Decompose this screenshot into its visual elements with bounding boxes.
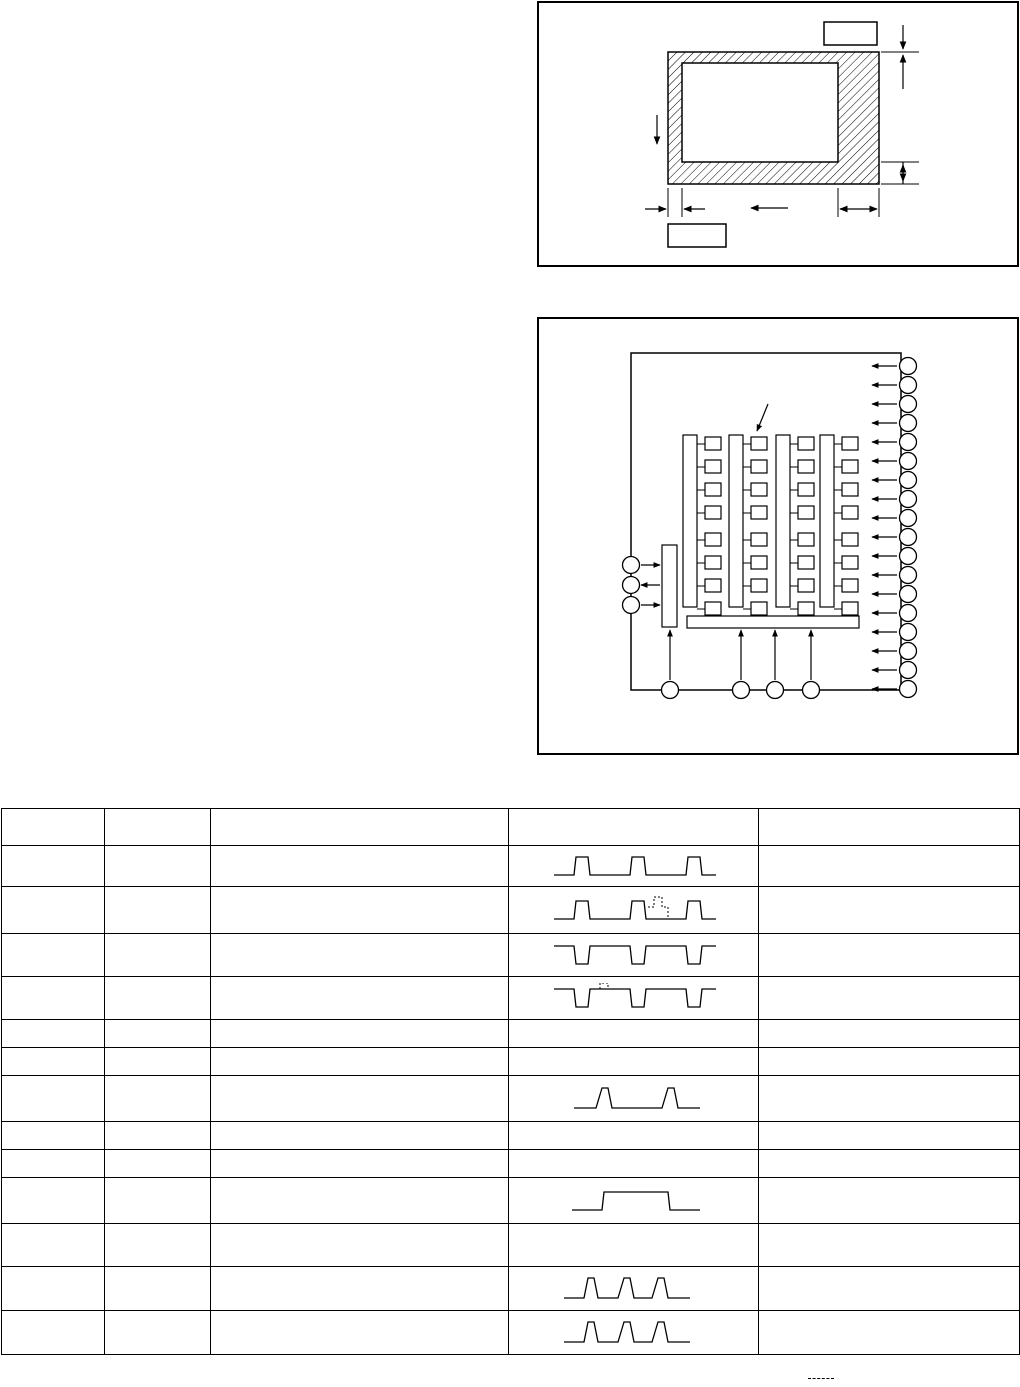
waveform-line [564,1278,690,1298]
waveform-line [564,1322,690,1342]
waveform-cell [509,887,759,934]
table-row [2,1020,1020,1048]
table-row [2,1048,1020,1076]
photodiode-cell [705,483,721,496]
table-cell [759,977,1020,1020]
right-pin [900,643,917,660]
right-pin [900,510,917,527]
table-cell [759,846,1020,887]
right-pin [900,491,917,508]
right-pin [900,567,917,584]
table-cell [2,1122,105,1150]
photodiode-cell [751,483,767,496]
table-cell [105,977,211,1020]
waveform-icon [544,983,724,1013]
waveform-icon [544,851,724,881]
right-pin [900,434,917,451]
table-cell [105,846,211,887]
photodiode-cell [751,556,767,569]
waveform-cell [509,977,759,1020]
output-block [662,545,677,627]
table-cell [105,934,211,977]
right-pin [900,605,917,622]
photodiode-cell [842,483,858,496]
waveform-cell [509,1150,759,1178]
table-cell [2,1311,105,1355]
table-row [2,846,1020,887]
table-row [2,1224,1020,1267]
waveform-cell [509,1122,759,1150]
table-cell [211,1150,509,1178]
left-pin [623,597,640,614]
right-pin [900,624,917,641]
photodiode-cell [705,602,721,615]
photodiode-cell [751,437,767,450]
table-cell [759,1150,1020,1178]
table-cell [105,1267,211,1311]
pointer-arrow [757,404,768,431]
table-cell [211,977,509,1020]
waveform-cell [509,1076,759,1122]
table-cell [759,1048,1020,1076]
photodiode-cell [705,460,721,473]
table-cell [105,1150,211,1178]
waveform-icon [544,1084,724,1114]
table-cell [2,1178,105,1224]
waveform-cell [509,1048,759,1076]
table-cell [105,1076,211,1122]
table-cell [211,1122,509,1150]
waveform-cell [509,1178,759,1224]
table-row [2,1311,1020,1355]
photodiode-cell [751,506,767,519]
photodiode-cell [842,533,858,546]
table-cell [211,1020,509,1048]
waveform-line [572,1192,700,1210]
header-cell [759,809,1020,846]
right-pin [900,548,917,565]
photodiode-cell [705,556,721,569]
right-pin [900,472,917,489]
waveform-cell [509,1267,759,1311]
vertical-register [729,435,743,607]
table-cell [105,1048,211,1076]
photodiode-cell [798,579,814,592]
table-cell [2,1020,105,1048]
waveform-dashed [648,897,668,919]
table-cell [759,1311,1020,1355]
label-box-top [824,22,877,45]
waveform-line [554,901,716,919]
left-pin [623,557,640,574]
table-cell [2,977,105,1020]
table-cell [211,1267,509,1311]
photodiode-cell [751,460,767,473]
left-pin [623,577,640,594]
photodiode-cell [705,579,721,592]
header-cell [2,809,105,846]
table-cell [211,1311,509,1355]
table-cell [211,1178,509,1224]
page-mark [808,1378,834,1379]
waveform-line [554,857,716,875]
right-pin [900,529,917,546]
right-pin [900,453,917,470]
table-cell [211,1224,509,1267]
table-row [2,977,1020,1020]
waveform-line [574,1088,700,1108]
table-cell [759,934,1020,977]
horizontal-register [687,616,859,628]
waveform-cell [509,934,759,977]
waveform-icon [544,1274,724,1304]
bottom-pin [733,682,750,699]
table-cell [105,1178,211,1224]
table-cell [759,1224,1020,1267]
bottom-pin [662,682,679,699]
waveform-line [554,989,716,1007]
photodiode-cell [798,602,814,615]
photodiode-cell [798,533,814,546]
waveform-line [554,946,716,964]
waveform-cell [509,1311,759,1355]
table-cell [211,934,509,977]
frame-diagram [539,3,1017,265]
right-pin [900,358,917,375]
right-pin [900,377,917,394]
photodiode-cell [842,602,858,615]
right-pin [900,662,917,679]
pin-diagram-panel [537,317,1019,755]
table-cell [759,1076,1020,1122]
vertical-register [820,435,834,607]
table-cell [2,1267,105,1311]
table-row [2,1178,1020,1224]
right-pin [900,681,917,698]
photodiode-cell [842,579,858,592]
table-cell [2,1224,105,1267]
table-row [2,887,1020,934]
table-cell [2,1048,105,1076]
table-cell [2,1076,105,1122]
table-row [2,1122,1020,1150]
table-cell [2,934,105,977]
photodiode-cell [842,460,858,473]
table-cell [105,1311,211,1355]
bottom-pin [803,682,820,699]
photodiode-cell [842,506,858,519]
table-cell [759,1267,1020,1311]
waveform-icon [544,1318,724,1348]
photodiode-cell [751,533,767,546]
label-box-bottom [668,224,726,247]
waveform-icon [544,895,724,925]
waveform-cell [509,846,759,887]
table-row [2,1076,1020,1122]
photodiode-cell [798,483,814,496]
table-header-row [2,809,1020,846]
photodiode-cell [798,506,814,519]
signal-table [1,808,1020,1355]
photodiode-cell [842,556,858,569]
photodiode-cell [705,506,721,519]
photodiode-cell [751,602,767,615]
table-cell [759,1178,1020,1224]
table-cell [211,1076,509,1122]
table-cell [105,1020,211,1048]
table-cell [105,887,211,934]
chip-outline [631,353,901,690]
pin-diagram [539,319,1017,753]
table-cell [2,1150,105,1178]
table-row [2,934,1020,977]
right-pin [900,415,917,432]
table-cell [759,1122,1020,1150]
waveform-dashed [596,983,608,989]
table-cell [759,887,1020,934]
right-pin [900,396,917,413]
table-cell [211,846,509,887]
header-cell [105,809,211,846]
photodiode-cell [798,556,814,569]
right-pin [900,586,917,603]
table-row [2,1267,1020,1311]
inner-area [682,63,838,162]
waveform-icon [544,940,724,970]
waveform-cell [509,1224,759,1267]
photodiode-cell [798,460,814,473]
waveform-cell [509,1020,759,1048]
table-cell [105,1224,211,1267]
vertical-register [776,435,790,607]
bottom-pin [767,682,784,699]
header-cell [509,809,759,846]
table-cell [211,1048,509,1076]
waveform-icon [544,1186,724,1216]
photodiode-cell [705,533,721,546]
photodiode-cell [751,579,767,592]
table-row [2,1150,1020,1178]
vertical-register [683,435,697,607]
table-cell [211,887,509,934]
frame-diagram-panel [537,1,1019,267]
photodiode-cell [705,437,721,450]
table-cell [105,1122,211,1150]
table-cell [759,1020,1020,1048]
table-cell [2,846,105,887]
table-cell [2,887,105,934]
header-cell [211,809,509,846]
photodiode-cell [842,437,858,450]
photodiode-cell [798,437,814,450]
